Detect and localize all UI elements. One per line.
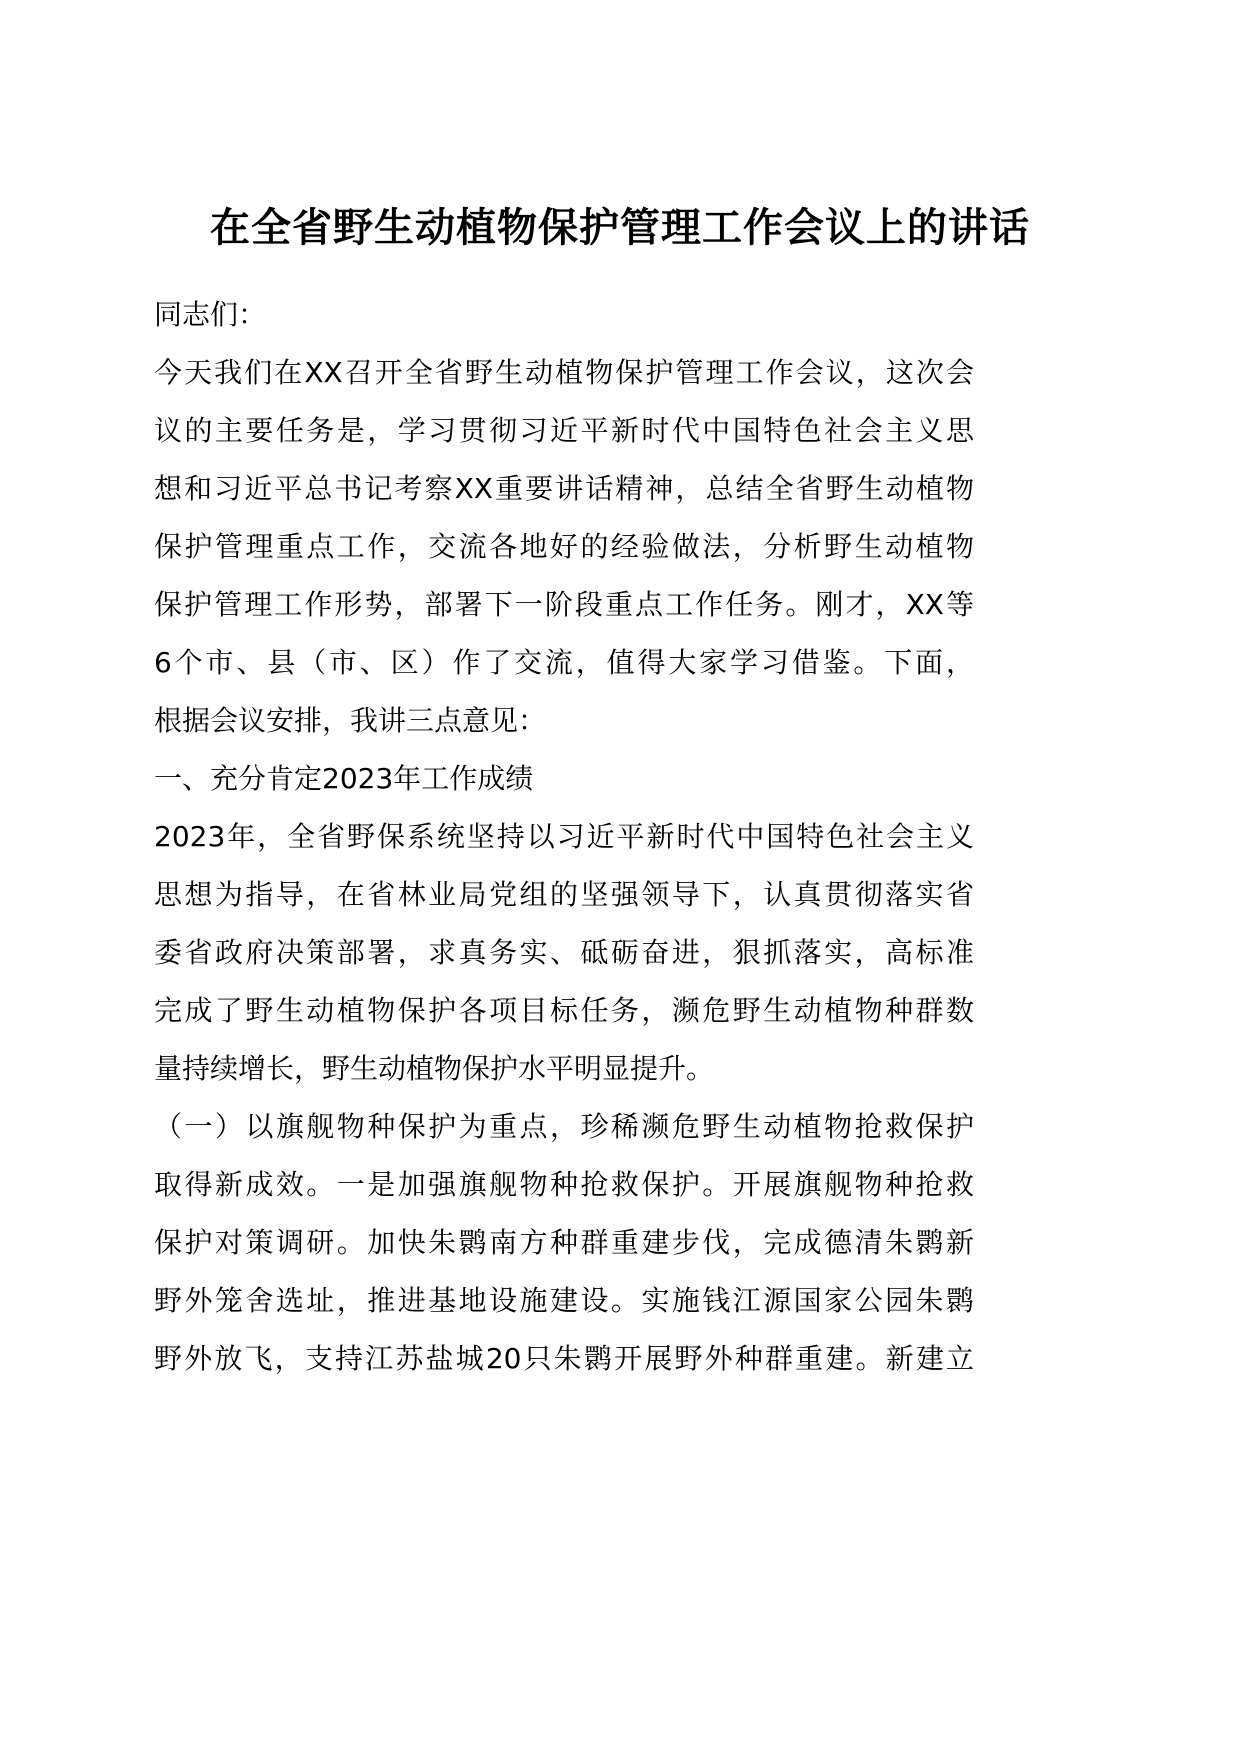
document-title: 在全省野生动植物保护管理工作会议上的讲话 [210, 205, 1030, 251]
text-line: 2023年，全省野保系统坚持以习近平新时代中国特色社会主义 [154, 820, 974, 853]
text-line: 委省政府决策部署，求真务实、砥砺奋进，狠抓落实，高标准 [154, 936, 974, 969]
text-line: 思想为指导，在省林业局党组的坚强领导下，认真贯彻落实省 [154, 878, 974, 911]
text-line: 今天我们在XX召开全省野生动植物保护管理工作会议，这次会 [154, 356, 974, 389]
text-line: 6个市、县（市、区）作了交流，值得大家学习借鉴。下面， [154, 646, 974, 679]
text-line: 野外笼舍选址，推进基地设施建设。实施钱江源国家公园朱鹮 [154, 1284, 974, 1317]
document-body [154, 286, 974, 1388]
text-line: 取得新成效。一是加强旗舰物种抢救保护。开展旗舰物种抢救 [154, 1168, 974, 1201]
text-line: 根据会议安排，我讲三点意见： [154, 704, 547, 737]
text-line: 完成了野生动植物保护各项目标任务，濒危野生动植物种群数 [154, 994, 974, 1027]
text-line: 保护管理重点工作，交流各地好的经验做法，分析野生动植物 [154, 530, 974, 563]
text-line: 想和习近平总书记考察XX重要讲话精神，总结全省野生动植物 [154, 472, 974, 505]
text-line: （一）以旗舰物种保护为重点，珍稀濒危野生动植物抢救保护 [154, 1110, 974, 1143]
text-line: 一、充分肯定2023年工作成绩 [154, 762, 534, 795]
text-line: 议的主要任务是，学习贯彻习近平新时代中国特色社会主义思 [154, 414, 974, 447]
text-line: 野外放飞，支持江苏盐城20只朱鹮开展野外种群重建。新建立 [154, 1342, 974, 1375]
text-line: 同志们： [154, 298, 267, 331]
text-line: 保护对策调研。加快朱鹮南方种群重建步伐，完成德清朱鹮新 [154, 1226, 974, 1259]
text-line: 量持续增长，野生动植物保护水平明显提升。 [154, 1052, 715, 1085]
text-line: 保护管理工作形势，部署下一阶段重点工作任务。刚才，XX等 [154, 588, 974, 621]
